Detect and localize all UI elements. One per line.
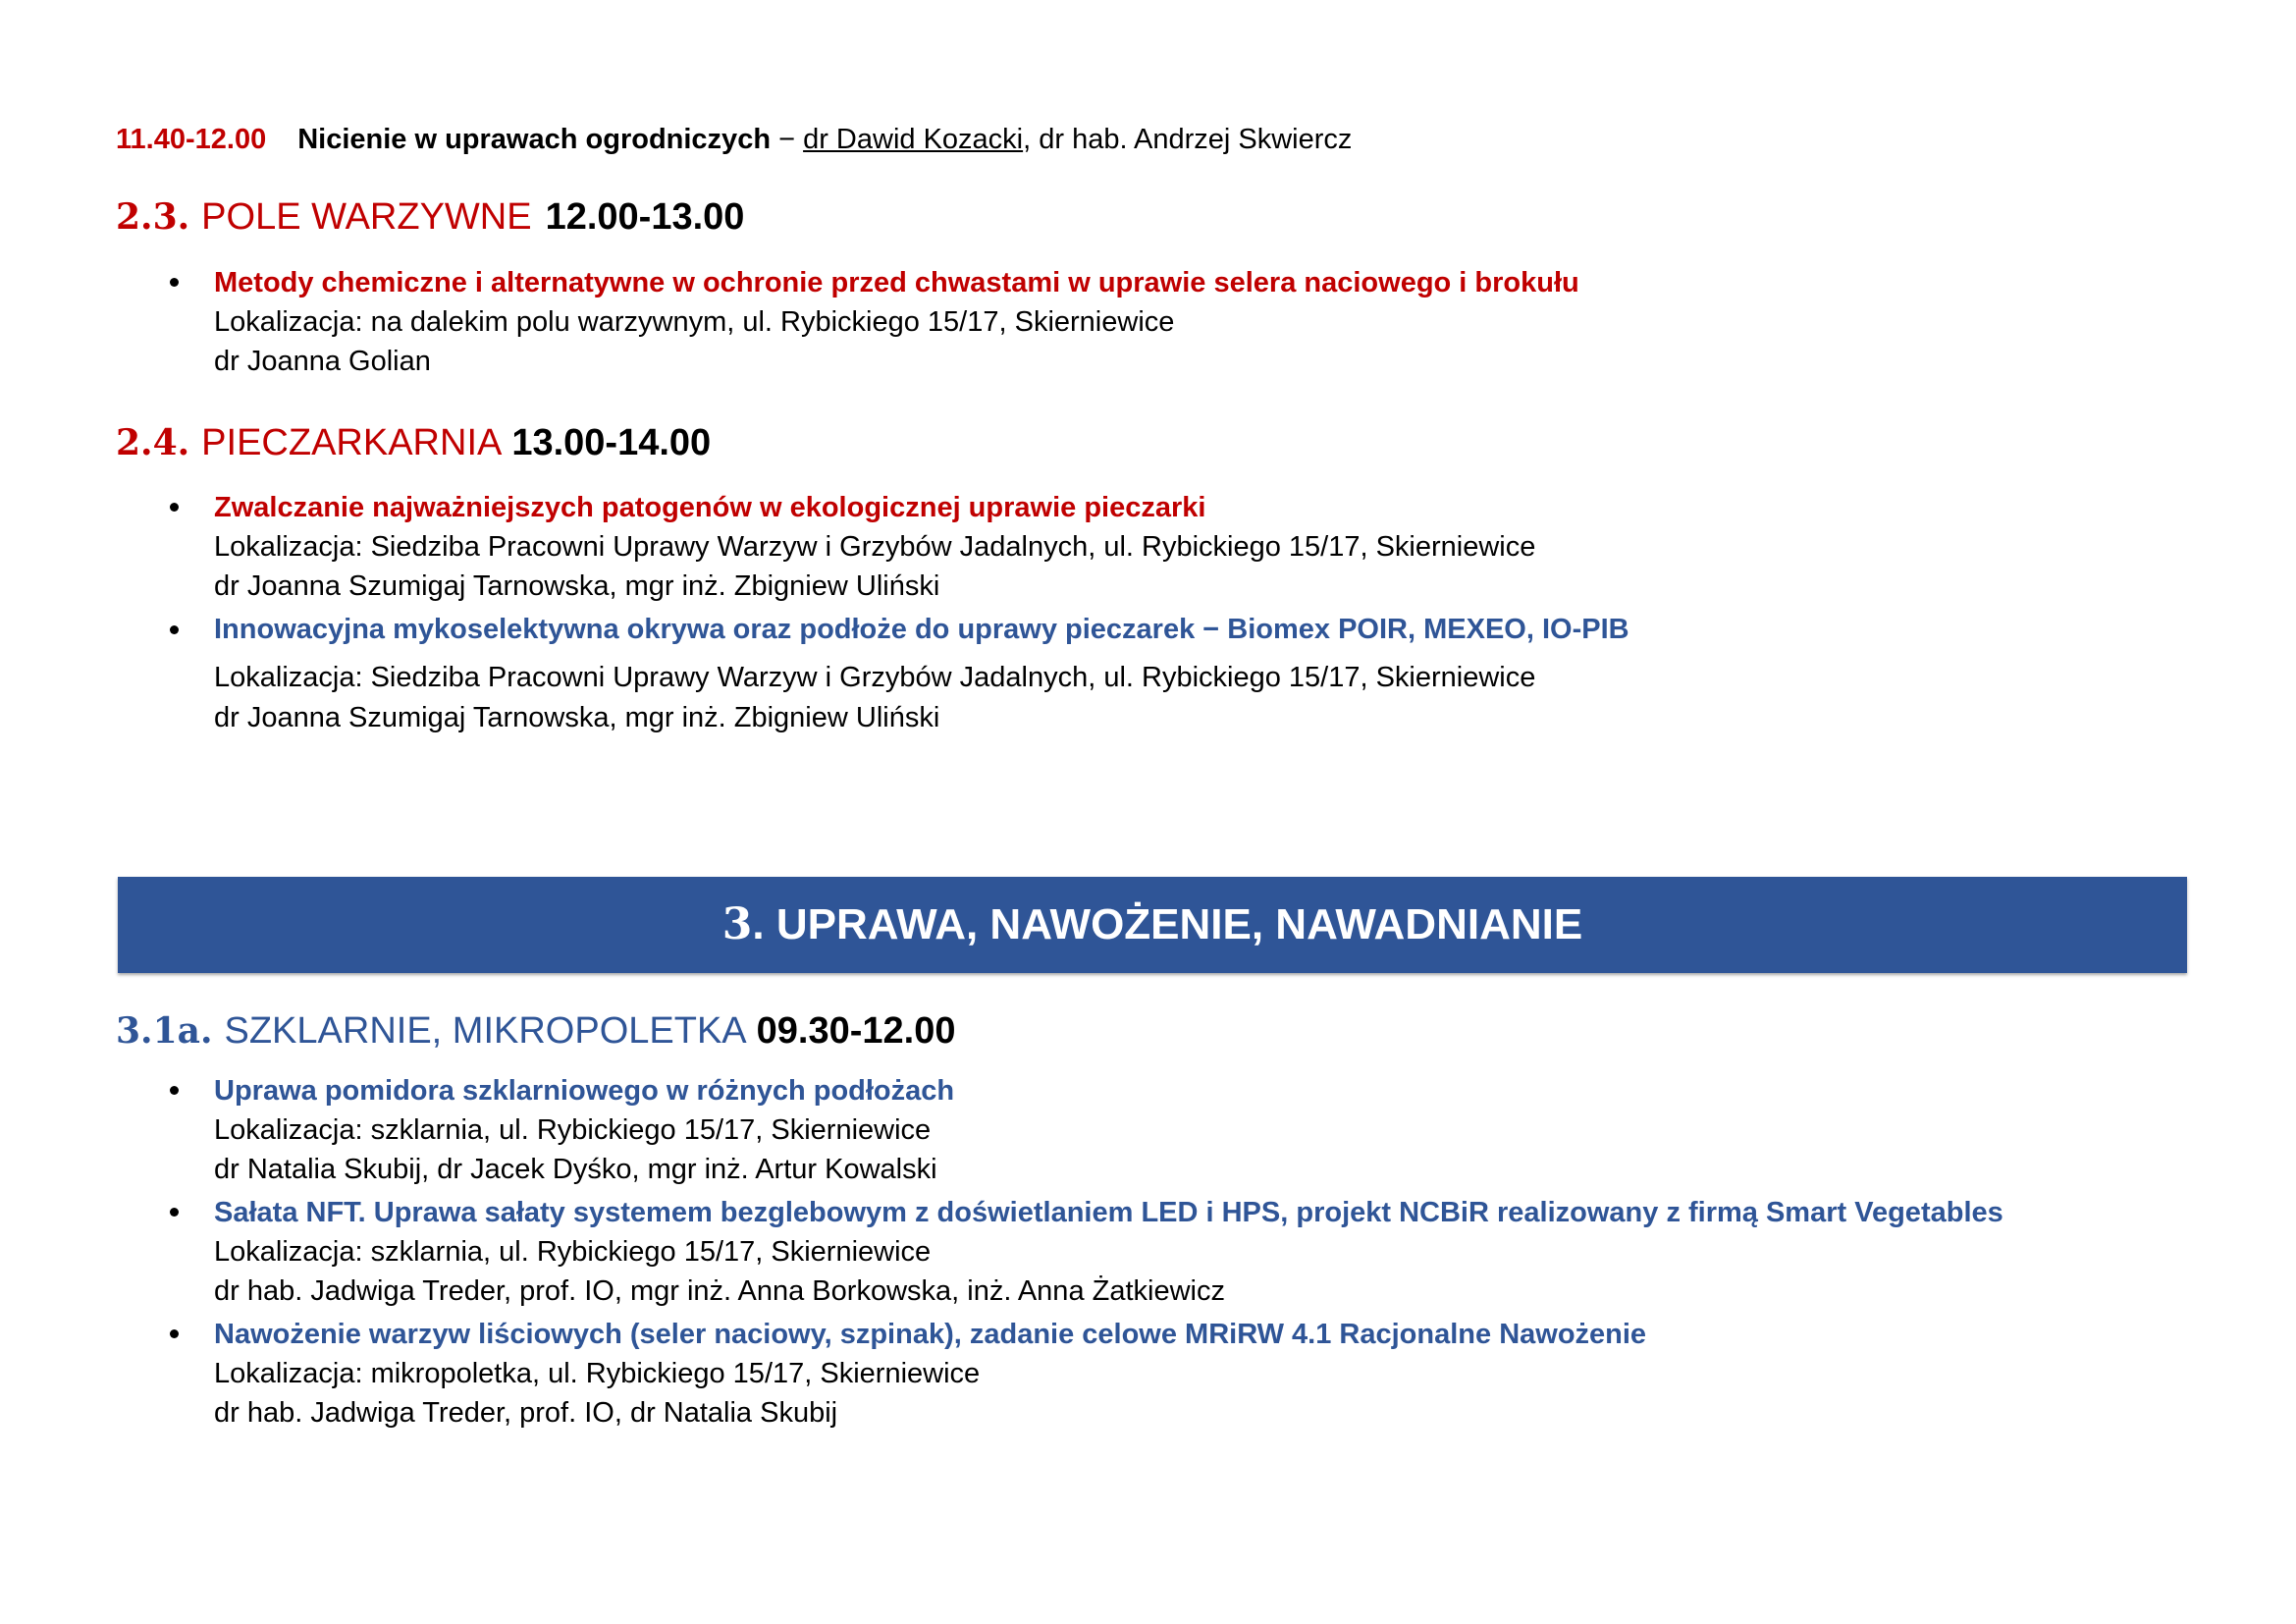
item-people: dr Joanna Szumigaj Tarnowska, mgr inż. Zbigniew Uliński [214, 570, 940, 602]
section-heading-2-4 [116, 418, 711, 467]
item-location: Lokalizacja: na dalekim polu warzywnym, ul. Rybickiego 15/17, Skierniewice [214, 306, 1175, 338]
section-name: POLE WARZYWNE [201, 196, 532, 238]
bullet-icon [170, 1086, 179, 1095]
item-people: dr hab. Jadwiga Treder, prof. IO, mgr inż. Anna Borkowska, inż. Anna Żatkiewicz [214, 1275, 1225, 1307]
section-number: 2.4. [116, 422, 190, 463]
section-name: PIECZARKARNIA [201, 422, 503, 463]
section-time: 13.00-14.00 [511, 422, 712, 463]
section-number: 2.3. [116, 196, 190, 238]
bullet-icon [170, 1208, 179, 1217]
section-time: 12.00-13.00 [545, 196, 745, 238]
item-title: Uprawa pomidora szklarniowego w różnych podłożach [214, 1075, 955, 1107]
item-title: Nawożenie warzyw liściowych (seler naciowy, szpinak), zadanie celowe MRiRW 4.1 Racjonalne Nawożenie [214, 1319, 1647, 1350]
item-people: dr Joanna Szumigaj Tarnowska, mgr inż. Zbigniew Uliński [214, 702, 940, 733]
bullet-icon [170, 278, 179, 287]
talk-speaker: dr Dawid Kozacki [803, 124, 1024, 155]
section-heading-2-3 [116, 192, 744, 242]
bullet-icon [170, 625, 179, 634]
item-people: dr hab. Jadwiga Treder, prof. IO, dr Natalia Skubij [214, 1397, 838, 1429]
section-banner [118, 877, 2187, 973]
item-location: Lokalizacja: Siedziba Pracowni Uprawy Warzyw i Grzybów Jadalnych, ul. Rybickiego 15/17, Skierniewice [214, 662, 1536, 693]
talk-time: 11.40-12.00 [116, 124, 267, 155]
banner-label: . UPRAWA, NAWOŻENIE, NAWADNIANIE [752, 900, 1583, 948]
item-location: Lokalizacja: Siedziba Pracowni Uprawy Warzyw i Grzybów Jadalnych, ul. Rybickiego 15/17, Skierniewice [214, 531, 1536, 563]
talk-dash: − [771, 124, 804, 155]
item-people: dr Joanna Golian [214, 346, 431, 377]
banner-number: 3 [721, 899, 753, 949]
item-location: Lokalizacja: szklarnia, ul. Rybickiego 15/17, Skierniewice [214, 1236, 932, 1268]
item-title: Zwalczanie najważniejszych patogenów w ekologicznej uprawie pieczarki [214, 492, 1206, 523]
item-title: Sałata NFT. Uprawa sałaty systemem bezglebowym z doświetlaniem LED i HPS, projekt NCBiR realizowany z firmą Smart Vegetables [214, 1197, 2003, 1228]
item-title: Metody chemiczne i alternatywne w ochronie przed chwastami w uprawie selera naciowego i brokułu [214, 267, 1579, 298]
schedule-line [116, 120, 1352, 159]
banner-title [118, 877, 2187, 973]
item-people: dr Natalia Skubij, dr Jacek Dyśko, mgr inż. Artur Kowalski [214, 1154, 937, 1185]
section-number: 3.1a. [116, 1010, 213, 1052]
talk-cospeakers: , dr hab. Andrzej Skwiercz [1023, 124, 1353, 155]
item-location: Lokalizacja: mikropoletka, ul. Rybickiego 15/17, Skierniewice [214, 1358, 981, 1389]
section-name: SZKLARNIE, MIKROPOLETKA [224, 1010, 747, 1052]
section-heading-3-1a [116, 1006, 955, 1056]
talk-title: Nicienie w uprawach ogrodniczych [297, 124, 772, 155]
section-time: 09.30-12.00 [756, 1010, 956, 1052]
item-title: Innowacyjna mykoselektywna okrywa oraz podłoże do uprawy pieczarek − Biomex POIR, MEXEO, IO-PIB [214, 614, 1629, 645]
bullet-icon [170, 1329, 179, 1338]
bullet-icon [170, 503, 179, 512]
item-location: Lokalizacja: szklarnia, ul. Rybickiego 15/17, Skierniewice [214, 1114, 932, 1146]
